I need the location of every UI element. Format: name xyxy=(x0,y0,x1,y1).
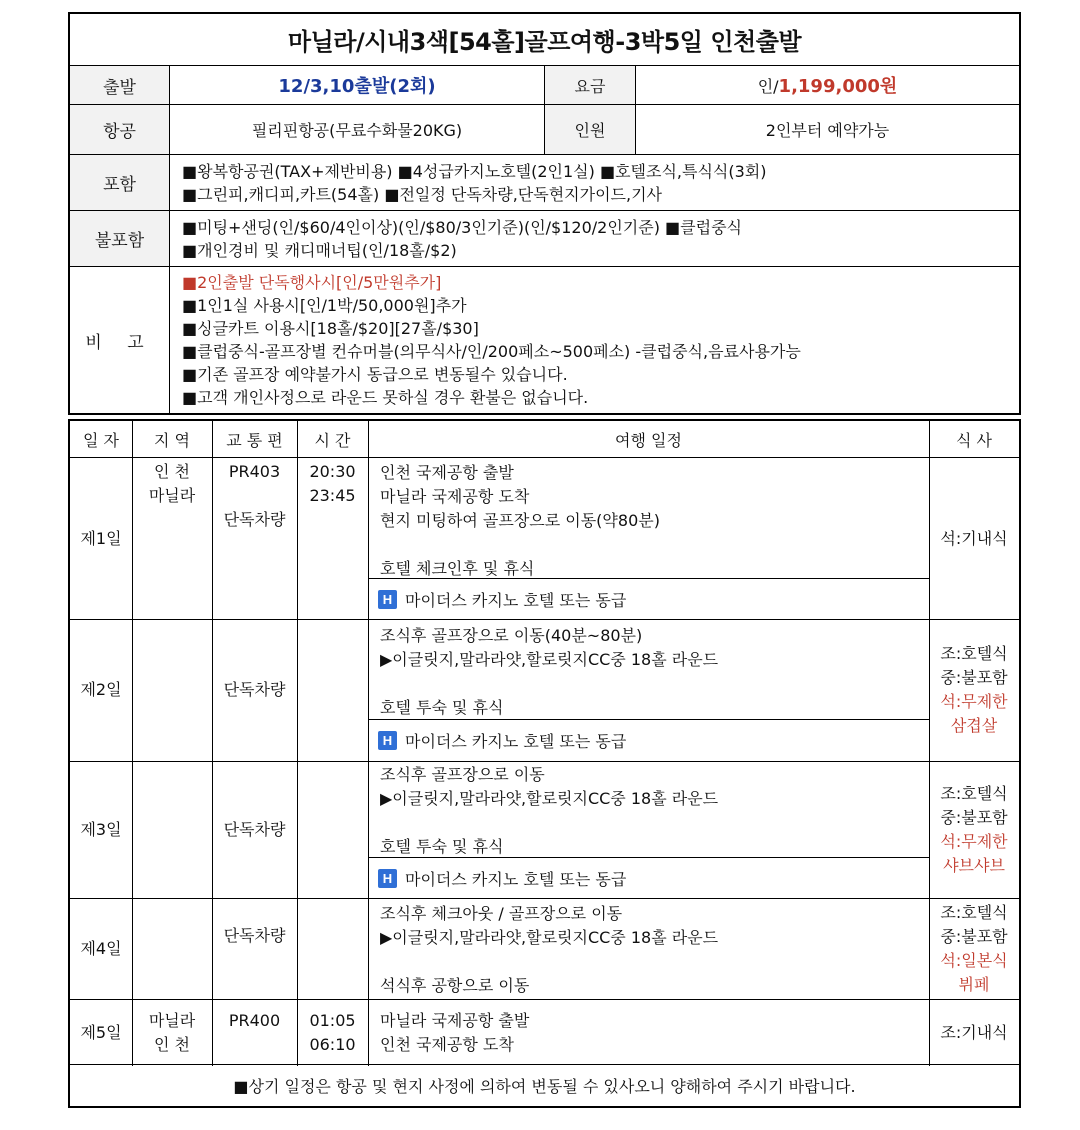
departure-value: 12/3,10출발(2회) xyxy=(278,76,436,97)
meal-special: 뷔페 xyxy=(958,974,990,994)
itinerary-line xyxy=(380,672,929,696)
hotel-name: 마이더스 카지노 호텔 또는 동급 xyxy=(405,590,627,610)
meal-text: 조:기내식 xyxy=(940,1022,1008,1042)
row-excluded xyxy=(70,211,1019,267)
meals-cell xyxy=(929,619,1019,761)
header-itinerary: 여행 일정 xyxy=(368,421,929,458)
hotel-icon: H xyxy=(378,731,397,750)
transport-spacer xyxy=(212,484,297,508)
header-time: 시 간 xyxy=(297,421,368,458)
row-included xyxy=(70,155,1019,211)
transport-text: 단독차량 xyxy=(223,510,286,529)
notes-line: ■기존 골프장 예약불가시 동급으로 변동될수 있습니다. xyxy=(182,365,568,384)
excluded-line: ■개인경비 및 캐디매너팁(인/18홀/$2) xyxy=(182,240,457,260)
hotel-icon: H xyxy=(378,590,397,609)
notes-line: ■1인1실 사용시[인/1박/50,000원]추가 xyxy=(182,296,467,315)
hotel-icon: H xyxy=(378,869,397,888)
notes-line: ■고객 개인사정으로 라운드 못하실 경우 환불은 없습니다. xyxy=(182,388,589,407)
airline-label: 항공 xyxy=(70,105,170,154)
flight-number: PR403 xyxy=(228,462,281,481)
meals-cell xyxy=(929,898,1019,999)
price-cell xyxy=(636,66,1019,104)
transport-text: 단독차량 xyxy=(223,819,286,839)
time-text: 20:30 xyxy=(309,462,356,481)
itinerary-line: ▶이글릿지,말라라얏,할로릿지CC중 18홀 라운드 xyxy=(380,650,719,669)
notes-label: 비 고 xyxy=(70,267,170,413)
itinerary-cell xyxy=(368,624,929,720)
notes-highlight: ■2인출발 단독행사시[인/5만원추가] xyxy=(182,273,442,292)
row-separator xyxy=(70,999,1019,1000)
included-line: ■그린피,캐디피,카트(54홀) ■전일정 단독차량,단독현지가이드,기사 xyxy=(182,184,662,204)
itinerary-line: 인천 국제공항 출발 xyxy=(380,463,514,482)
region-cell xyxy=(132,1009,212,1057)
itinerary-line: 인천 국제공항 도착 xyxy=(380,1035,514,1054)
itinerary-cell xyxy=(368,461,929,581)
region-text: 마닐라 xyxy=(148,486,196,505)
transport-cell xyxy=(212,460,297,532)
meal-text: 조:호텔식 xyxy=(940,902,1008,922)
meal-special: 석:무제한 xyxy=(940,692,1008,711)
itinerary-line: 조식후 체크아웃 / 골프장으로 이동 xyxy=(380,904,623,923)
people-label: 인원 xyxy=(545,105,636,154)
day-label: 제5일 xyxy=(80,1022,122,1042)
itinerary-line: 석식후 공항으로 이동 xyxy=(380,976,530,995)
price-label: 요금 xyxy=(545,66,636,104)
row-airline xyxy=(70,105,1019,155)
region-text: 마닐라 xyxy=(148,1011,196,1030)
excluded-list xyxy=(170,211,1019,266)
day-label: 제1일 xyxy=(80,528,122,548)
itinerary-table xyxy=(68,419,1021,1108)
grid-line xyxy=(297,421,298,1066)
meal-text: 조:호텔식 xyxy=(940,783,1008,803)
schedule-footnote: ■상기 일정은 항공 및 현지 사정에 의하여 변동될 수 있사오니 양해하여 주시기 바랍니다. xyxy=(70,1064,1019,1106)
airline-value: 필리핀항공(무료수화물20KG) xyxy=(170,105,545,154)
itinerary-line: ▶이글릿지,말라라얏,할로릿지CC중 18홀 라운드 xyxy=(380,928,719,947)
notes-line: ■클럽중식-골프장별 컨슈머블(의무식사/인/200페소~500페소) -클럽중식,음료사용가능 xyxy=(182,342,801,361)
meal-special: 석:무제한 xyxy=(940,831,1008,851)
meal-special: 석:일본식 xyxy=(940,950,1008,970)
meal-special: 삼겹살 xyxy=(950,716,998,735)
included-line: ■왕복항공권(TAX+제반비용) ■4성급카지노호텔(2인1실) ■호텔조식,특식식(3회) xyxy=(182,161,767,181)
included-list xyxy=(170,155,1019,210)
flight-number: PR400 xyxy=(228,1011,281,1030)
itinerary-line: 조식후 골프장으로 이동(40분~80분) xyxy=(380,626,643,645)
day-label: 제3일 xyxy=(80,819,122,839)
grid-line xyxy=(132,421,133,1066)
departure-value-cell xyxy=(170,66,545,104)
time-text: 23:45 xyxy=(309,486,356,505)
excluded-label: 불포함 xyxy=(70,211,170,266)
notes-list xyxy=(170,267,1019,413)
people-value: 2인부터 예약가능 xyxy=(765,121,890,140)
meals-cell xyxy=(929,761,1019,898)
itinerary-line: 마닐라 국제공항 출발 xyxy=(380,1011,530,1030)
hotel-row xyxy=(368,858,929,898)
itinerary-cell xyxy=(368,902,929,998)
itinerary-line xyxy=(380,533,929,557)
departure-label: 출발 xyxy=(70,66,170,104)
hotel-row xyxy=(368,720,929,761)
day-label: 제2일 xyxy=(80,680,122,699)
meals-cell xyxy=(929,458,1019,619)
hotel-name: 마이더스 카지노 호텔 또는 동급 xyxy=(405,869,627,889)
region-text: 인 천 xyxy=(154,462,190,481)
itinerary-line: 마닐라 국제공항 도착 xyxy=(380,487,530,506)
region-text: 인 천 xyxy=(154,1035,190,1054)
itinerary-line: ▶이글릿지,말라라얏,할로릿지CC중 18홀 라운드 xyxy=(380,789,719,808)
day-label: 제4일 xyxy=(80,938,122,958)
itinerary-cell xyxy=(368,763,929,859)
tour-title: 마닐라/시내3색[54홀]골프여행-3박5일 인천출발 xyxy=(70,14,1019,66)
notes-line: ■싱글카트 이용시[18홀/$20][27홀/$30] xyxy=(182,319,479,338)
itinerary-line: 호텔 투숙 및 휴식 xyxy=(380,837,504,856)
meal-text: 중:불포함 xyxy=(940,807,1008,827)
included-label: 포함 xyxy=(70,155,170,210)
tour-summary-table xyxy=(68,12,1021,415)
region-cell xyxy=(132,460,212,508)
meals-cell xyxy=(929,999,1019,1066)
itinerary-line: 호텔 체크인후 및 휴식 xyxy=(380,559,535,578)
transport-text: 단독차량 xyxy=(223,926,286,945)
itinerary-line xyxy=(380,811,929,835)
time-text: 06:10 xyxy=(309,1035,356,1054)
hotel-row xyxy=(368,579,929,619)
header-region: 지 역 xyxy=(132,421,212,458)
header-day: 일 자 xyxy=(70,421,132,458)
price-value: 1,199,000원 xyxy=(778,76,898,97)
itinerary-line: 호텔 투숙 및 휴식 xyxy=(380,698,504,717)
row-departure xyxy=(70,66,1019,105)
transport-text: 단독차량 xyxy=(223,680,286,699)
price-prefix: 인/ xyxy=(757,76,779,96)
excluded-line: ■미팅+샌딩(인/$60/4인이상)(인/$80/3인기준)(인/$120/2인기준) ■클럽중식 xyxy=(182,217,742,237)
meal-text: 중:불포함 xyxy=(940,926,1008,946)
hotel-name: 마이더스 카지노 호텔 또는 동급 xyxy=(405,732,627,751)
itinerary-line: 조식후 골프장으로 이동 xyxy=(380,765,545,784)
header-meals: 식 사 xyxy=(929,421,1019,458)
row-separator xyxy=(70,898,1019,899)
time-cell xyxy=(297,460,368,508)
row-notes xyxy=(70,267,1019,413)
time-text: 01:05 xyxy=(309,1011,356,1030)
itinerary-line: 현지 미팅하여 골프장으로 이동(약80분) xyxy=(380,511,660,530)
itinerary-line xyxy=(380,950,929,974)
meal-text: 조:호텔식 xyxy=(940,644,1008,663)
itinerary-cell xyxy=(368,1009,929,1057)
meal-special: 샤브샤브 xyxy=(943,855,1005,875)
header-transport: 교 통 편 xyxy=(212,421,297,458)
meal-text: 중:불포함 xyxy=(940,668,1008,687)
time-cell xyxy=(297,1009,368,1057)
meal-text: 석:기내식 xyxy=(940,528,1008,548)
